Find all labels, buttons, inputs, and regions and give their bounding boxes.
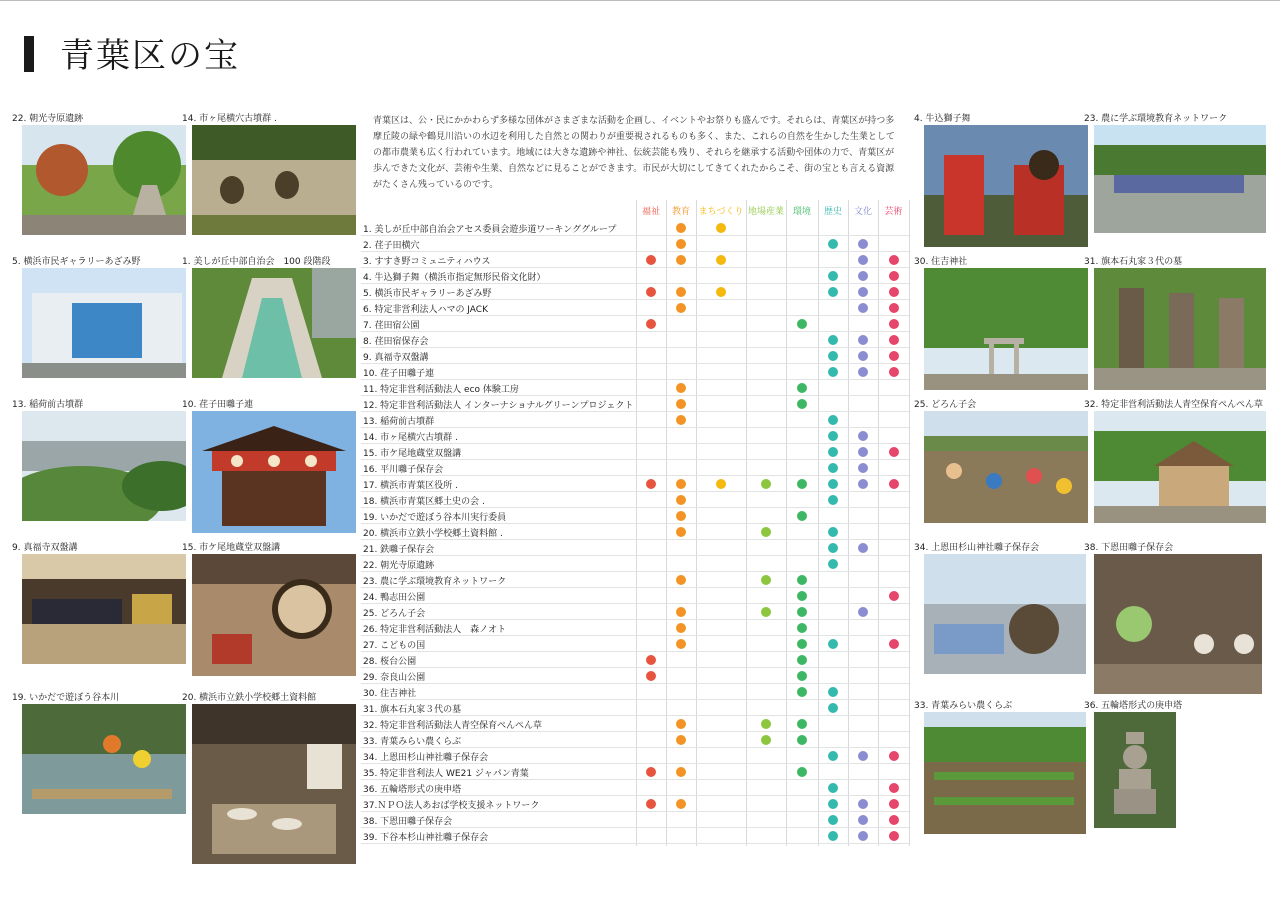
table-row: [361, 684, 909, 700]
table-row: [361, 540, 909, 556]
category-dot: [646, 655, 656, 665]
shrine-photo: [924, 268, 1088, 390]
table-row: [361, 604, 909, 620]
category-dot: [646, 255, 656, 265]
table-row: [361, 428, 909, 444]
category-dot: [797, 319, 807, 329]
category-dot: [797, 687, 807, 697]
category-dot: [858, 287, 868, 297]
drum-performance-photo: [192, 554, 356, 676]
category-dot: [676, 719, 686, 729]
category-dot: [761, 735, 771, 745]
row-label: 29. 奈良山公園: [363, 673, 426, 683]
category-dot: [828, 271, 838, 281]
category-dot: [828, 783, 838, 793]
category-dot: [828, 447, 838, 457]
category-dot: [889, 351, 899, 361]
category-dot: [761, 719, 771, 729]
category-dot: [797, 399, 807, 409]
category-dot: [676, 255, 686, 265]
category-dot: [797, 671, 807, 681]
category-dot: [858, 751, 868, 761]
category-dot: [828, 415, 838, 425]
table-row: [361, 572, 909, 588]
table-row: [361, 236, 909, 252]
row-label: 10. 荏子田囃子連: [363, 369, 435, 379]
row-label: 33. 青葉みらい農くらぶ: [363, 737, 462, 747]
museum-interior-photo: [192, 704, 356, 864]
row-label: 36. 五輪塔形式の庚申塔: [363, 785, 462, 795]
category-dot: [761, 479, 771, 489]
category-dot: [858, 335, 868, 345]
row-label: 13. 稲荷前古墳群: [363, 417, 435, 427]
category-dot: [761, 607, 771, 617]
category-dot: [889, 815, 899, 825]
category-dot: [889, 751, 899, 761]
category-dot: [858, 607, 868, 617]
river-raft-photo: [22, 704, 186, 814]
row-label: 2. 荏子田横穴: [363, 241, 420, 251]
photo-caption: 36. 五輪塔形式の庚申塔: [1084, 701, 1183, 711]
category-dot: [858, 271, 868, 281]
gravestones-photo: [1094, 268, 1266, 390]
category-dot: [858, 479, 868, 489]
category-dot: [889, 319, 899, 329]
category-dot: [676, 767, 686, 777]
row-label: 21. 鉄囃子保存会: [363, 545, 435, 555]
category-dot: [828, 367, 838, 377]
photo-caption: 34. 上恩田杉山神社囃子保存会: [914, 543, 1040, 553]
category-dot: [646, 479, 656, 489]
page-title: 青葉区の宝: [60, 36, 240, 76]
stage-dance-photo: [1094, 554, 1262, 694]
category-dot: [889, 255, 899, 265]
photo-caption: 13. 稲荷前古墳群: [12, 400, 84, 410]
row-label: 16. 平川囃子保存会: [363, 465, 444, 475]
row-divider: [361, 843, 909, 844]
row-label: 26. 特定非営利活動法人 森ノオト: [363, 625, 507, 635]
category-dot: [828, 335, 838, 345]
table-row: [361, 476, 909, 492]
row-label: 30. 住吉神社: [363, 689, 417, 699]
row-label: 24. 鴨志田公園: [363, 593, 426, 603]
photo-caption: 25. どろん子会: [914, 400, 977, 410]
row-label: 8. 荏田宿保存会: [363, 337, 429, 347]
row-label: 23. 農に学ぶ環境教育ネットワーク: [363, 577, 507, 587]
shishimai-photo: [924, 554, 1086, 674]
row-label: 34. 上恩田杉山神社囃子保存会: [363, 753, 489, 763]
category-dot: [797, 623, 807, 633]
category-dot: [858, 463, 868, 473]
category-dot: [828, 799, 838, 809]
category-dot: [676, 735, 686, 745]
row-label: 15. 市ケ尾地蔵堂双盤講: [363, 449, 462, 459]
table-row: [361, 508, 909, 524]
photo-caption: 32. 特定非営利活動法人青空保育ぺんぺん草: [1084, 400, 1263, 410]
category-header: まちづくり: [698, 207, 744, 217]
category-dot: [889, 303, 899, 313]
row-label: 17. 横浜市青葉区役所 .: [363, 481, 458, 491]
row-label: 14. 市ヶ尾横穴古墳群 .: [363, 433, 458, 443]
category-dot: [828, 543, 838, 553]
category-dot: [797, 639, 807, 649]
category-dot: [858, 543, 868, 553]
category-dot: [797, 575, 807, 585]
row-label: 37.ＮＰＯ法人あおば学校支援ネットワーク: [363, 801, 540, 811]
category-dot: [828, 687, 838, 697]
table-row: [361, 444, 909, 460]
category-dot: [889, 271, 899, 281]
table-row: [361, 780, 909, 796]
category-dot: [676, 527, 686, 537]
photo-caption: 38. 下恩田囃子保存会: [1084, 543, 1174, 553]
table-row: [361, 492, 909, 508]
category-dot: [858, 367, 868, 377]
category-dot: [761, 527, 771, 537]
table-row: [361, 412, 909, 428]
category-dot: [797, 719, 807, 729]
category-dot: [889, 447, 899, 457]
stone-pagoda-photo: [1094, 712, 1176, 828]
row-label: 3. すすき野コミュニティハウス: [363, 257, 491, 267]
category-dot: [797, 591, 807, 601]
row-label: 12. 特定非営利活動法人 インターナショナルグリーンプロジェクト: [363, 401, 634, 411]
category-dot: [828, 751, 838, 761]
category-dot: [646, 799, 656, 809]
category-dot: [676, 399, 686, 409]
category-dot: [797, 655, 807, 665]
category-dot: [828, 831, 838, 841]
row-label: 22. 朝光寺原遺跡: [363, 561, 435, 571]
photo-caption: 33. 青葉みらい農くらぶ: [914, 701, 1013, 711]
row-label: 27. こどもの国: [363, 641, 426, 651]
table-row: [361, 316, 909, 332]
row-label: 9. 真福寺双盤講: [363, 353, 429, 363]
category-dot: [858, 255, 868, 265]
row-label: 1. 美しが丘中部自治会アセス委員会遊歩道ワーキンググループ: [363, 225, 617, 235]
category-dot: [858, 799, 868, 809]
table-row: [361, 620, 909, 636]
photo-caption: 1. 美しが丘中部自治会 100 段階段: [182, 257, 331, 267]
photo-caption: 19. いかだで遊ぼう谷本川: [12, 693, 120, 703]
table-row: [361, 348, 909, 364]
row-label: 38. 下恩田囃子保存会: [363, 817, 453, 827]
table-row: [361, 396, 909, 412]
row-label: 7. 荏田宿公園: [363, 321, 420, 331]
farm-field-photo: [924, 712, 1086, 834]
photo-caption: 22. 朝光寺原遺跡: [12, 114, 84, 124]
table-row: [361, 524, 909, 540]
category-dot: [889, 639, 899, 649]
gallery-building-photo: [22, 268, 186, 378]
category-dot: [889, 287, 899, 297]
category-dot: [828, 351, 838, 361]
table-row: [361, 460, 909, 476]
table-row: [361, 764, 909, 780]
category-dot: [676, 239, 686, 249]
photo-caption: 30. 住吉神社: [914, 257, 968, 267]
table-row: [361, 556, 909, 572]
category-header: 地場産業: [747, 207, 784, 217]
table-row: [361, 700, 909, 716]
burial-caves-photo: [192, 125, 356, 235]
category-dot: [676, 383, 686, 393]
category-dot: [858, 431, 868, 441]
category-dot: [646, 287, 656, 297]
table-row: [361, 268, 909, 284]
category-dot: [828, 527, 838, 537]
category-dot: [676, 511, 686, 521]
table-row: [361, 636, 909, 652]
category-dot: [858, 303, 868, 313]
row-label: 11. 特定非営利活動法人 eco 体験工房: [363, 385, 519, 395]
photo-caption: 5. 横浜市民ギャラリーあざみ野: [12, 257, 141, 267]
category-table: [361, 200, 909, 846]
category-header: 福祉: [641, 207, 660, 217]
row-label: 19. いかだで遊ぼう谷本川実行委員: [363, 513, 507, 523]
category-dot: [858, 239, 868, 249]
category-header: 環境: [792, 207, 811, 217]
category-dot: [828, 639, 838, 649]
category-dot: [676, 495, 686, 505]
row-label: 31. 旗本石丸家３代の墓: [363, 705, 462, 715]
photo-caption: 10. 荏子田囃子連: [182, 400, 254, 410]
row-label: 25. どろん子会: [363, 609, 426, 619]
category-dot: [676, 223, 686, 233]
table-row: [361, 300, 909, 316]
category-dot: [716, 255, 726, 265]
category-dot: [889, 591, 899, 601]
row-label: 28. 桜台公園: [363, 657, 417, 667]
category-dot: [858, 447, 868, 457]
intro-paragraph: 青葉区は、公・民にかかわらず多様な団体がさまざまな活動を企画し、イベントやお祭りも盛んです。それらは、青葉区が持つ多摩丘陵の緑や鶴見川沿いの水辺を利用した自然との関わりが重要視されるものも多く、また、これらの自然を生かした生業としての都市農業も広く行われています。地域には大きな遺跡や神社、伝統芸能も残り、それらを継承する活動や団体の力で、青葉区が歩んできた文化が、芸術や生業、自然などに見ることができます。市民が大切にしてきてくれたからこそ、街の宝とも言える資源がたくさん残っているのです。: [373, 116, 895, 190]
table-row: [361, 796, 909, 812]
category-dot: [761, 575, 771, 585]
table-row: [361, 668, 909, 684]
category-dot: [646, 671, 656, 681]
category-dot: [858, 831, 868, 841]
category-dot: [828, 239, 838, 249]
category-dot: [828, 559, 838, 569]
category-dot: [889, 783, 899, 793]
table-row: [361, 284, 909, 300]
table-row: [361, 828, 909, 844]
category-dot: [828, 479, 838, 489]
category-header: 芸術: [884, 207, 903, 217]
burial-mound-photo: [22, 411, 186, 521]
category-dot: [676, 799, 686, 809]
category-dot: [858, 815, 868, 825]
mud-play-photo: [924, 411, 1088, 523]
category-dot: [828, 495, 838, 505]
category-dot: [797, 607, 807, 617]
category-dot: [797, 479, 807, 489]
category-dot: [676, 575, 686, 585]
stairway-photo: [192, 268, 356, 378]
rice-planting-photo: [1094, 125, 1266, 233]
table-row: [361, 252, 909, 268]
category-dot: [797, 767, 807, 777]
row-label: 20. 横浜市立鉄小学校郷土資料館 .: [363, 529, 503, 539]
table-row: [361, 732, 909, 748]
category-dot: [716, 287, 726, 297]
table-row: [361, 588, 909, 604]
photo-caption: 4. 牛込獅子舞: [914, 114, 971, 124]
category-dot: [676, 287, 686, 297]
category-dot: [828, 431, 838, 441]
category-dot: [889, 335, 899, 345]
park-steps-photo: [22, 125, 186, 235]
row-label: 39. 下谷本杉山神社囃子保存会: [363, 833, 489, 843]
top-rule: [0, 0, 1280, 1]
category-dot: [889, 799, 899, 809]
photo-caption: 15. 市ケ尾地蔵堂双盤講: [182, 543, 281, 553]
category-dot: [676, 415, 686, 425]
table-row: [361, 652, 909, 668]
category-dot: [716, 479, 726, 489]
lion-dance-photo: [924, 125, 1088, 247]
photo-caption: 9. 真福寺双盤講: [12, 543, 78, 553]
row-label: 35. 特定非営利法人 WE21 ジャパン青葉: [363, 769, 529, 779]
category-dot: [797, 735, 807, 745]
table-row: [361, 748, 909, 764]
category-header: 教育: [671, 207, 690, 217]
row-label: 32. 特定非営利活動法人青空保育ぺんぺん草: [363, 721, 542, 731]
category-dot: [676, 303, 686, 313]
photo-caption: 14. 市ヶ尾横穴古墳群 .: [182, 114, 277, 124]
festival-float-photo: [192, 411, 356, 533]
category-dot: [889, 831, 899, 841]
column-divider: [909, 200, 910, 846]
row-label: 5. 横浜市民ギャラリーあざみ野: [363, 289, 492, 299]
table-row: [361, 812, 909, 828]
table-row: [361, 364, 909, 380]
row-label: 4. 牛込獅子舞（横浜市指定無形民俗文化財）: [363, 273, 546, 283]
table-row: [361, 220, 909, 236]
table-row: [361, 716, 909, 732]
category-dot: [828, 287, 838, 297]
category-dot: [716, 223, 726, 233]
category-dot: [797, 511, 807, 521]
category-dot: [889, 479, 899, 489]
table-row: [361, 332, 909, 348]
category-header: 歴史: [823, 207, 842, 217]
nursery-house-photo: [1094, 411, 1266, 523]
category-dot: [676, 639, 686, 649]
category-dot: [676, 623, 686, 633]
category-dot: [828, 815, 838, 825]
photo-caption: 31. 旗本石丸家３代の墓: [1084, 257, 1183, 267]
category-dot: [676, 607, 686, 617]
category-dot: [646, 767, 656, 777]
category-dot: [889, 367, 899, 377]
category-dot: [676, 479, 686, 489]
category-dot: [858, 351, 868, 361]
category-dot: [797, 383, 807, 393]
category-header: 文化: [853, 207, 872, 217]
table-row: [361, 380, 909, 396]
photo-caption: 20. 横浜市立鉄小学校郷土資料館: [182, 693, 317, 703]
title-marker: [24, 36, 34, 72]
photo-caption: 23. 農に学ぶ環境教育ネットワーク: [1084, 114, 1228, 124]
category-dot: [646, 319, 656, 329]
temple-gathering-photo: [22, 554, 186, 664]
category-dot: [828, 463, 838, 473]
category-dot: [828, 703, 838, 713]
row-label: 6. 特定非営利法人ハマの JACK: [363, 305, 488, 315]
row-label: 18. 横浜市青葉区郷土史の会 .: [363, 497, 485, 507]
